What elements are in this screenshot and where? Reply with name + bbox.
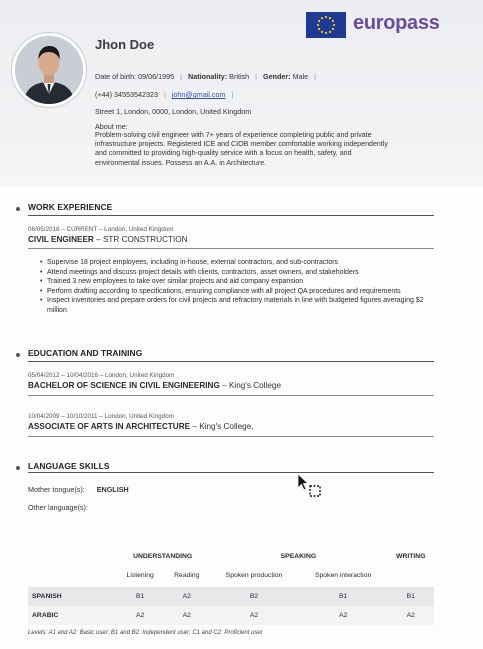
about-label: About me: <box>95 122 128 131</box>
other-languages-label: Other language(s): <box>28 503 88 512</box>
list-item: • Inspect inventories and prepare orders for civil projects and refractory materials in line with budgeted figures averaging $2 million <box>40 296 435 315</box>
table-row <box>28 587 434 606</box>
section-bullet-icon <box>16 353 20 357</box>
work-role <box>28 235 188 244</box>
education-section-title: EDUCATION AND TRAINING <box>28 348 143 358</box>
europass-logo <box>306 12 448 38</box>
phone-number: (+44) 34553542323 <box>95 90 158 99</box>
language-name: ARABIC <box>28 606 116 625</box>
separator: | <box>163 90 166 99</box>
gender-value: Male <box>292 72 309 81</box>
entry-divider <box>28 436 434 437</box>
mouse-cursor-icon <box>297 473 323 503</box>
level-cell: A2 <box>164 587 209 606</box>
education-date: 10/04/2009 – 10/10/2011 – London, United Kingdom <box>28 413 174 420</box>
section-divider <box>28 215 434 216</box>
col-spoken-production: Spoken production <box>225 572 283 579</box>
entry-divider <box>28 395 434 396</box>
level-cell: B2 <box>209 587 298 606</box>
gender-label: Gender: <box>263 72 291 81</box>
separator: | <box>314 72 317 81</box>
avatar <box>12 33 86 107</box>
education-entry <box>28 381 281 390</box>
level-cell: A2 <box>164 606 209 625</box>
levels-legend: Levels: A1 and A2: Basic user; B1 and B2: Independent user; C1 and C2: Proficient user <box>28 630 263 636</box>
list-item: • Perform drafting according to specifications, ensuring compliance with all project QA procedures and requirements <box>40 287 435 297</box>
col-listening: Listening <box>126 572 154 579</box>
group-understanding: UNDERSTANDING <box>133 553 193 560</box>
eu-flag-icon <box>306 12 346 38</box>
mother-tongue-value: ENGLISH <box>96 485 129 494</box>
degree-title: BACHELOR OF SCIENCE IN CIVIL ENGINEERING <box>28 381 220 390</box>
job-title: CIVIL ENGINEER <box>28 235 94 244</box>
level-cell: B1 <box>299 587 388 606</box>
language-section-title: LANGUAGE SKILLS <box>28 461 110 471</box>
table-group-header <box>28 548 434 565</box>
section-bullet-icon <box>16 466 20 470</box>
col-reading: Reading <box>174 572 200 579</box>
separator: | <box>255 72 258 81</box>
employer: – STR CONSTRUCTION <box>96 235 188 244</box>
nationality-label: Nationality: <box>188 72 228 81</box>
level-cell: B1 <box>388 587 434 606</box>
logo-text: europass <box>353 12 440 34</box>
separator: | <box>231 90 234 99</box>
work-date: 06/05/2018 – CURRENT – London, United Kingdom <box>28 226 174 233</box>
mother-tongue <box>28 485 129 494</box>
language-skills-table <box>28 548 434 625</box>
table-row <box>28 606 434 625</box>
about-text: Problem-solving civil engineer with 7+ years of experience completing public and private infrastructure projects. Registered ICE and CIOB member comfortable working independently and committed to providing high-quality service with a focus on health, safety, and environmental issues. Possess an A.A. in Architecture. <box>95 131 388 167</box>
table-corner <box>28 548 116 565</box>
section-divider <box>28 472 434 473</box>
list-item: • Attend meetings and discuss project details with clients, contractors, asset owners, and stakeholders <box>40 268 435 278</box>
email-link[interactable]: john@gmail.com <box>171 90 226 99</box>
contact-row <box>95 90 237 99</box>
education-entry <box>28 422 254 431</box>
candidate-name: Jhon Doe <box>95 37 155 52</box>
col-writing <box>388 565 434 587</box>
mother-tongue-label: Mother tongue(s): <box>28 485 85 494</box>
entry-divider <box>28 248 434 249</box>
school-name: – King's College, <box>192 422 254 431</box>
personal-info-row <box>95 72 320 81</box>
dob-value: 09/06/1995 <box>138 72 175 81</box>
list-item: • Supervise 18 project employees, including in-house, external contractors, and sub-contractors <box>40 258 435 268</box>
work-duties-list <box>40 258 435 316</box>
level-cell: A2 <box>299 606 388 625</box>
group-writing: WRITING <box>396 553 426 560</box>
degree-title: ASSOCIATE OF ARTS IN ARCHITECTURE <box>28 422 191 431</box>
work-section-title: WORK EXPERIENCE <box>28 202 113 212</box>
section-divider <box>28 361 434 362</box>
education-date: 05/04/2012 – 10/04/2016 – London, United Kingdom <box>28 372 175 379</box>
language-name: SPANISH <box>28 587 116 606</box>
table-sub-header <box>28 565 434 587</box>
school-name: – King's College <box>222 381 282 390</box>
group-speaking: SPEAKING <box>280 553 317 560</box>
nationality-value: British <box>229 72 250 81</box>
address: Street 1, London, 0000, London, United Kingdom <box>95 107 252 116</box>
separator: | <box>180 72 183 81</box>
level-cell: A2 <box>209 606 298 625</box>
level-cell: B1 <box>116 587 164 606</box>
section-bullet-icon <box>16 207 20 211</box>
dob-label: Date of birth: <box>95 72 137 81</box>
level-cell: A2 <box>388 606 434 625</box>
col-spoken-interaction: Spoken interaction <box>314 572 372 579</box>
list-item: • Trained 3 new employees to take over similar projects and aid company expansion <box>40 277 435 287</box>
table-corner <box>28 565 116 587</box>
level-cell: A2 <box>116 606 164 625</box>
